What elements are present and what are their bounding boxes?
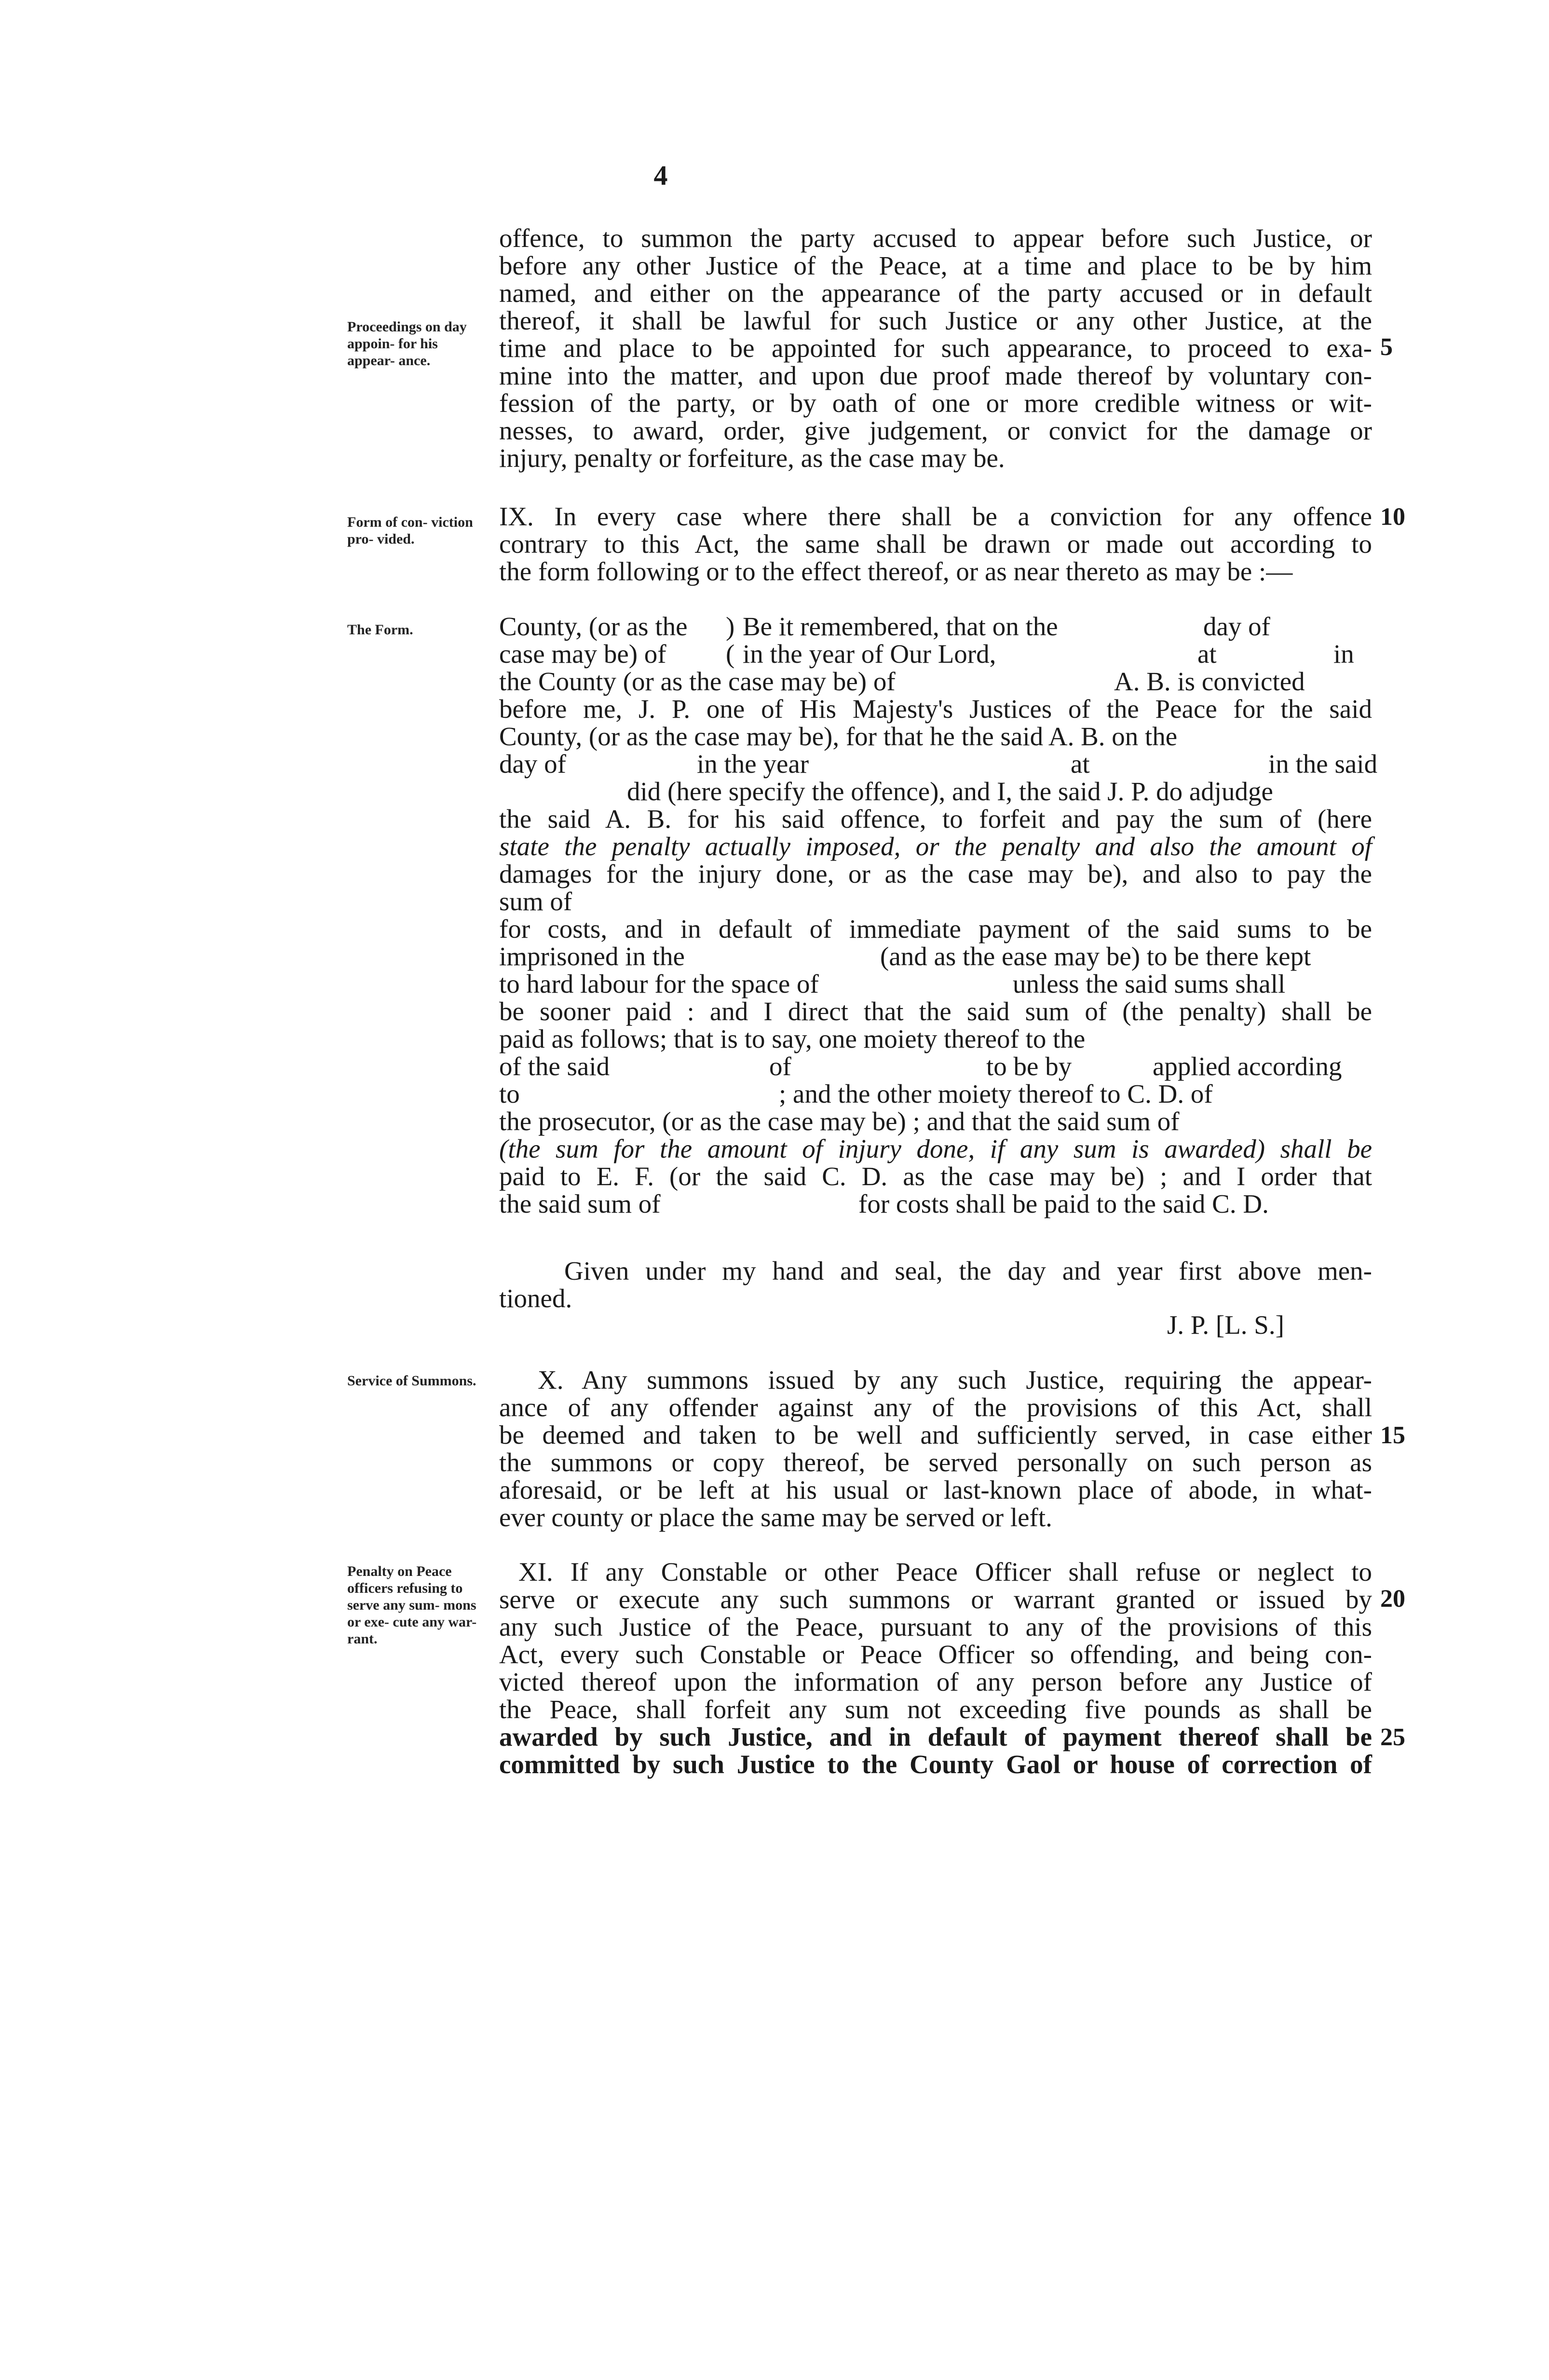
- text-line: Given under my hand and seal, the day and year first above men-: [564, 1256, 1372, 1286]
- form-text: paid to E. F. (or the said C. D. as the case may be) ; and I order that: [499, 1162, 1372, 1191]
- text-line: the form following or to the effect thereof, or as near thereto as may be :—: [499, 557, 1293, 586]
- form-text: to: [499, 1079, 520, 1108]
- form-text: for costs, and in default of immediate payment of the said sums to be: [499, 914, 1372, 944]
- form-text: day of: [1203, 612, 1270, 641]
- form-text: day of: [499, 749, 566, 779]
- text-line: aforesaid, or be left at his usual or last-known place of abode, in what-: [499, 1475, 1372, 1505]
- form-text: in: [1333, 639, 1354, 669]
- text-line: the summons or copy thereof, be served personally on such person as: [499, 1448, 1372, 1477]
- form-text: in the said: [1268, 749, 1378, 779]
- text-line: offence, to summon the party accused to appear before such Justice, or: [499, 223, 1372, 253]
- form-text: applied according: [1153, 1052, 1342, 1081]
- text-line: fession of the party, or by oath of one or more credible witness or wit-: [499, 388, 1372, 418]
- text-line: be deemed and taken to be well and sufficiently served, in case either: [499, 1420, 1372, 1450]
- form-text: at: [1071, 749, 1090, 779]
- form-text: unless the said sums shall: [1013, 969, 1286, 999]
- text-line: victed thereof upon the information of any person before any Justice of: [499, 1667, 1372, 1696]
- text-line: time and place to be appointed for such appearance, to proceed to exa-: [499, 333, 1372, 363]
- form-text: paid as follows; that is to say, one moiety thereof to the: [499, 1024, 1086, 1053]
- signature-jp-ls: J. P. [L. S.]: [1167, 1310, 1284, 1340]
- form-text: the County (or as the case may be) of: [499, 667, 896, 696]
- paragraph-xi: [499, 1558, 1372, 1778]
- margin-note-proceedings: Proceedings on day appoin- for his appear- ance.: [347, 319, 467, 369]
- form-text: at: [1197, 639, 1217, 669]
- form-text: County, (or as the case may be), for that he the said A. B. on the: [499, 722, 1178, 751]
- line-number: 20: [1380, 1585, 1405, 1613]
- form-text: sum of: [499, 887, 572, 916]
- form-text: to hard labour for the space of: [499, 969, 819, 999]
- text-line: IX. In every case where there shall be a conviction for any offence: [499, 502, 1372, 531]
- form-text: did (here specify the offence), and I, the said J. P. do adjudge: [627, 777, 1273, 806]
- text-line: before any other Justice of the Peace, at a time and place to be by him: [499, 251, 1372, 280]
- paragraph-viii: [499, 224, 1372, 472]
- form-text: County, (or as the: [499, 612, 688, 641]
- text-line: named, and either on the appearance of the party accused or in default: [499, 278, 1372, 308]
- text-line: Act, every such Constable or Peace Officer so offending, and being con-: [499, 1640, 1372, 1669]
- form-text: (and as the ease may be) to be there kept: [880, 942, 1311, 971]
- text-line: serve or execute any such summons or warrant granted or issued by: [499, 1585, 1372, 1614]
- form-text: before me, J. P. one of His Majesty's Justices of the Peace for the said: [499, 694, 1372, 724]
- brace: (: [726, 639, 735, 669]
- form-text: in the year of Our Lord,: [743, 639, 996, 669]
- paragraph-x: [499, 1366, 1372, 1531]
- form-text: to be by: [986, 1052, 1072, 1081]
- line-number: 5: [1380, 333, 1393, 361]
- margin-note-form-of-conviction: Form of con- viction pro- vided.: [347, 514, 473, 547]
- text-line: ance of any offender against any of the provisions of this Act, shall: [499, 1393, 1372, 1422]
- line-number: 15: [1380, 1422, 1405, 1449]
- text-line: mine into the matter, and upon due proof made thereof by voluntary con-: [499, 361, 1372, 390]
- margin-note-penalty-on-peace-officers: Penalty on Peace officers refusing to serve any sum- mons or exe- cute any war- rant.: [347, 1563, 477, 1647]
- form-text: imprisoned in the: [499, 942, 685, 971]
- paragraph-ix: [499, 503, 1372, 585]
- text-line: committed by such Justice to the County Gaol or house of correction of: [499, 1750, 1372, 1779]
- text-line: the Peace, shall forfeit any sum not exceeding five pounds as shall be: [499, 1695, 1372, 1724]
- line-number: 10: [1380, 503, 1405, 531]
- form-text: of: [769, 1052, 791, 1081]
- form-text: ; and the other moiety thereof to C. D. of: [779, 1079, 1213, 1108]
- form-text: damages for the injury done, or as the case may be), and also to pay the: [499, 859, 1372, 889]
- form-text: the said sum of: [499, 1189, 661, 1218]
- text-line: ever county or place the same may be served or left.: [499, 1503, 1052, 1532]
- form-text: be sooner paid : and I direct that the said sum of (the penalty) shall be: [499, 997, 1372, 1026]
- margin-note-the-form: The Form.: [347, 622, 413, 638]
- form-text: case may be) of: [499, 639, 666, 669]
- form-text: Be it remembered, that on the: [743, 612, 1058, 641]
- page-number: 4: [653, 160, 668, 191]
- text-line: X. Any summons issued by any such Justice, requiring the appear-: [538, 1365, 1372, 1395]
- text-line: nesses, to award, order, give judgement, or convict for the damage or: [499, 416, 1372, 445]
- form-text: A. B. is convicted: [1114, 667, 1305, 696]
- text-line: injury, penalty or forfeiture, as the case may be.: [499, 443, 1005, 473]
- form-text: for costs shall be paid to the said C. D.: [858, 1189, 1269, 1218]
- given-under-hand: [499, 1257, 1372, 1312]
- text-line: awarded by such Justice, and in default of payment thereof shall be: [499, 1722, 1372, 1751]
- margin-note-service-of-summons: Service of Summons.: [347, 1373, 476, 1389]
- form-text: of the said: [499, 1052, 610, 1081]
- form-text: the prosecutor, (or as the case may be) ; and that the said sum of: [499, 1107, 1180, 1136]
- form-text: state the penalty actually imposed, or the penalty and also the amount of: [499, 832, 1372, 861]
- conviction-form: [499, 612, 1378, 1218]
- text-line: tioned.: [499, 1284, 572, 1313]
- text-line: contrary to this Act, the same shall be drawn or made out according to: [499, 529, 1372, 559]
- line-number: 25: [1380, 1723, 1405, 1751]
- form-text: (the sum for the amount of injury done, if any sum is awarded) shall be: [499, 1134, 1372, 1163]
- form-text: in the year: [697, 749, 809, 779]
- brace: ): [726, 612, 735, 641]
- form-text: the said A. B. for his said offence, to forfeit and pay the sum of (here: [499, 804, 1372, 834]
- text-line: any such Justice of the Peace, pursuant to any of the provisions of this: [499, 1612, 1372, 1641]
- text-line: thereof, it shall be lawful for such Justice or any other Justice, at the: [499, 306, 1372, 335]
- text-line: XI. If any Constable or other Peace Officer shall refuse or neglect to: [518, 1557, 1372, 1587]
